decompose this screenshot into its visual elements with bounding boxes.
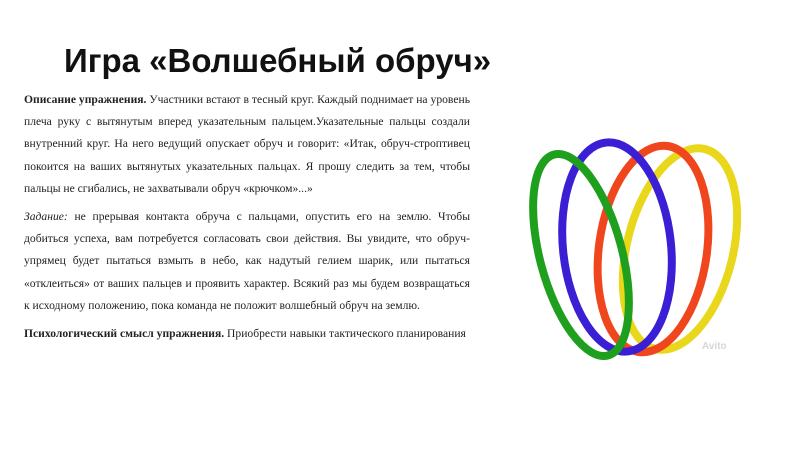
description-text: Участники встают в тесный круг. Каждый поднимает на уровень плеча руку с вытянутым вперед указательным пальцем.Указательные пальцы создали внутренний круг. На него ведущий опускает обруч и говорит: «Итак, обруч-строптивец покоится на ваших вытянутых указательных пальцах. Я прошу следить за тем, чтобы пальцы не сгибались, не захватывали обруч «крючком»...» xyxy=(24,93,470,195)
description-paragraph xyxy=(24,89,470,200)
meaning-text: Приобрести навыки тактического планирования xyxy=(224,327,466,341)
task-paragraph xyxy=(24,206,470,317)
hoops-image xyxy=(520,132,770,362)
exercise-text xyxy=(24,89,470,345)
task-heading: Задание: xyxy=(24,210,68,224)
description-heading: Описание упражнения. xyxy=(24,93,147,106)
slide-title: Игра «Волшебный обруч» xyxy=(64,42,492,79)
meaning-paragraph xyxy=(24,323,470,345)
avito-watermark: Avito xyxy=(702,341,727,352)
task-text: не прерывая контакта обруча с пальцами, опустить его на землю. Чтобы добиться успеха, вам потребуется согласовать свои действия. Вы увидите, что обруч-упрямец будет пытаться взмыть в небо, как надутый гелием шарик, или пытаться «отклеиться» от ваших пальцев и проявить характер. Всякий раз мы будем возвращаться к исходному положению, пока команда не положит волшебный обруч на землю. xyxy=(24,210,470,312)
meaning-heading: Психологический смысл упражнения. xyxy=(24,327,225,341)
